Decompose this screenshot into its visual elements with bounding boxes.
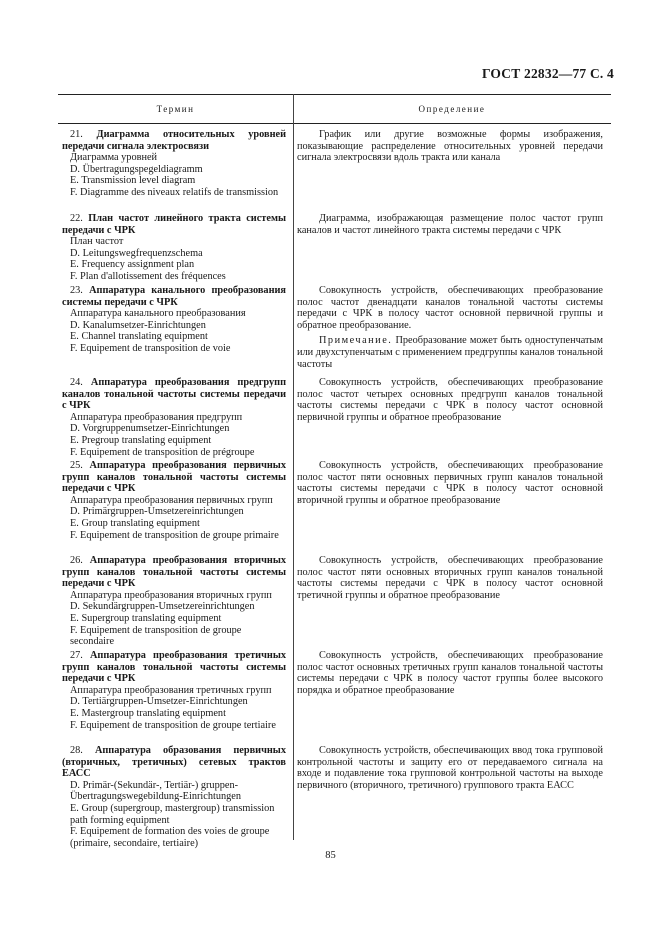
term-german: D. Kanalumsetzer-Einrichtungen: [70, 319, 206, 331]
term-number: 24.: [70, 377, 83, 388]
term-english: E. Supergroup translating equipment: [70, 612, 222, 624]
term-number: 28.: [70, 745, 83, 756]
column-divider: [293, 123, 294, 840]
term-number: 23.: [70, 285, 83, 296]
term-title: Аппаратура канального преобразования системы передачи с ЧРК: [62, 285, 287, 308]
term-french: F. Diagramme des niveaux relatifs de transmission: [70, 186, 279, 198]
term-title: Аппаратура преобразования третичных групп каналов тональной частоты системы передачи с ЧРК: [62, 650, 287, 685]
term-number: 25.: [70, 460, 83, 471]
definition-text: Совокупность устройств, обеспечивающих преобразование полос частот пяти основных вторичных групп каналов тональной частоты системы передачи с ЧРК в полосу частот основной третичной группы и обратное преобразование: [297, 555, 603, 601]
definition-text: График или другие возможные формы изображения, показывающие распределение относительных уровней передачи сигнала электросвязи вдоль тракта или канала: [297, 129, 603, 164]
definition-text: Совокупность устройств, обеспечивающих преобразование полос частот пяти основных первичных групп каналов тональной частоты системы передачи с ЧРК в полосу частот основной вторичной группы и обратное преобразование: [297, 460, 603, 506]
term-german: D. Tertiärgruppen-Umsetzer-Einrichtungen: [70, 696, 248, 708]
term-synonym: Аппаратура преобразования предгрупп: [70, 411, 243, 423]
note-label: Примечание.: [319, 335, 393, 347]
term-cell: [62, 650, 286, 731]
document-header: ГОСТ 22832—77 С. 4: [481, 66, 614, 81]
definition-cell: [297, 213, 603, 236]
term-synonym: Аппаратура преобразования первичных групп: [70, 494, 273, 506]
term-title: План частот линейного тракта системы передачи с ЧРК: [62, 213, 286, 236]
term-cell: [62, 745, 286, 849]
term-german: D. Leitungswegfrequenzschema: [70, 247, 203, 259]
definition-cell: [297, 377, 603, 423]
term-title: Диаграмма относительных уровней передачи сигнала электросвязи: [62, 129, 286, 152]
term-cell: [62, 285, 286, 355]
column-header-term: Термин: [156, 104, 195, 114]
definition-cell: [297, 285, 603, 370]
term-english: E. Group translating equipment: [70, 517, 200, 529]
term-german: D. Sekundärgruppen-Umsetzereinrichtungen: [70, 601, 255, 613]
term-title: Аппаратура преобразования первичных групп каналов тональной частоты системы передачи с ЧРК: [62, 460, 286, 495]
definition-text: Диаграмма, изображающая размещение полос частот групп каналов и частот линейного тракта системы передачи с ЧРК: [297, 213, 603, 236]
term-title: Аппаратура преобразования вторичных групп каналов тональной частоты системы передачи с ЧРК: [62, 555, 287, 590]
term-english: E. Group (supergroup, mastergroup) transmission path forming equipment: [70, 802, 275, 826]
header-bottom-rule: [58, 123, 611, 124]
term-number: 22.: [70, 213, 83, 224]
term-cell: [62, 377, 286, 458]
term-title: Аппаратура образования первичных (вторичных, третичных) сетевых трактов ЕАСС: [62, 745, 286, 780]
definition-cell: [297, 460, 603, 506]
term-cell: [62, 555, 286, 648]
term-english: E. Mastergroup translating equipment: [70, 707, 226, 719]
definition-cell: [297, 650, 603, 696]
term-english: E. Pregroup translating equipment: [70, 434, 212, 446]
term-synonym: Аппаратура преобразования вторичных групп: [70, 589, 272, 601]
term-french: F. Equipement de transposition de groupe tertiaire: [70, 719, 276, 731]
definition-text: Совокупность устройств, обеспечивающих преобразование полос частот четырех основных предгрупп каналов тональной частоты системы передачи с ЧРК в полосу частот основной первичной группы и обратное преобразование: [297, 377, 603, 423]
term-number: 26.: [70, 555, 83, 566]
term-cell: [62, 213, 286, 283]
term-synonym: Аппаратура канального преобразования: [70, 308, 246, 320]
definition-text: Совокупность устройств, обеспечивающих преобразование полос частот основных третичных групп каналов тональной частоты системы передачи с ЧРК в полосу частот группы более высокого порядка и обратное преобразование: [297, 650, 603, 696]
definition-text: Совокупность устройств, обеспечивающих преобразование полос частот двенадцати каналов тональной частоты системы передачи с ЧРК в полосу частот основной первичной группы и обратное преобразование.: [297, 285, 603, 331]
term-german: D. Übertragungspegeldiagramm: [70, 163, 203, 175]
term-german: D. Primär-(Sekundär-, Tertiär-) gruppen-Übertragungswegebildung-Einrichtungen: [70, 779, 241, 803]
term-number: 27.: [70, 650, 83, 661]
page-number: 85: [325, 850, 336, 861]
term-french: F. Equipement de transposition de groupe primaire: [70, 529, 279, 541]
definition-text: Совокупность устройств, обеспечивающих ввод тока групповой контрольной частоты и защиту его от передаваемого сигнала на входе и подавление тока групповой контрольной частоты на выходе первичного (вторичного, третичного) группового тракта ЕАСС: [297, 745, 603, 791]
term-cell: [62, 460, 286, 541]
term-french: F. Equipement de transposition de prégroupe: [70, 446, 255, 458]
term-cell: [62, 129, 286, 199]
term-french: F. Equipement de transposition de groupe secondaire: [70, 624, 242, 648]
column-header-definition: Определение: [418, 104, 486, 114]
term-synonym: План частот: [70, 236, 124, 248]
term-english: E. Frequency assignment plan: [70, 259, 195, 271]
term-synonym: Аппаратура преобразования третичных групп: [70, 684, 272, 696]
definition-note: [297, 335, 603, 370]
term-title: Аппаратура преобразования предгрупп каналов тональной частоты системы передачи с ЧРК: [62, 377, 286, 412]
note-text: Преобразование может быть одноступенчатым или двухступенчатым с применением предгруппы каналов тональной частоты: [297, 335, 603, 370]
definition-cell: [297, 555, 603, 601]
term-synonym: Диаграмма уровней: [70, 152, 158, 164]
definition-cell: [297, 129, 603, 164]
table-top-rule: [58, 94, 611, 95]
term-number: 21.: [70, 129, 83, 140]
definition-cell: [297, 745, 603, 791]
term-german: D. Primärgruppen-Umsetzereinrichtungen: [70, 506, 244, 518]
term-french: F. Equipement de transposition de voie: [70, 342, 231, 354]
term-english: E. Transmission level diagram: [70, 175, 196, 187]
term-french: F. Equipement de formation des voies de groupe (primaire, secondaire, tertiaire): [70, 826, 270, 849]
term-french: F. Plan d'allotissement des fréquences: [70, 270, 226, 282]
column-header-divider: [293, 94, 294, 123]
term-english: E. Channel translating equipment: [70, 331, 208, 343]
term-german: D. Vorgruppenumsetzer-Einrichtungen: [70, 423, 230, 435]
